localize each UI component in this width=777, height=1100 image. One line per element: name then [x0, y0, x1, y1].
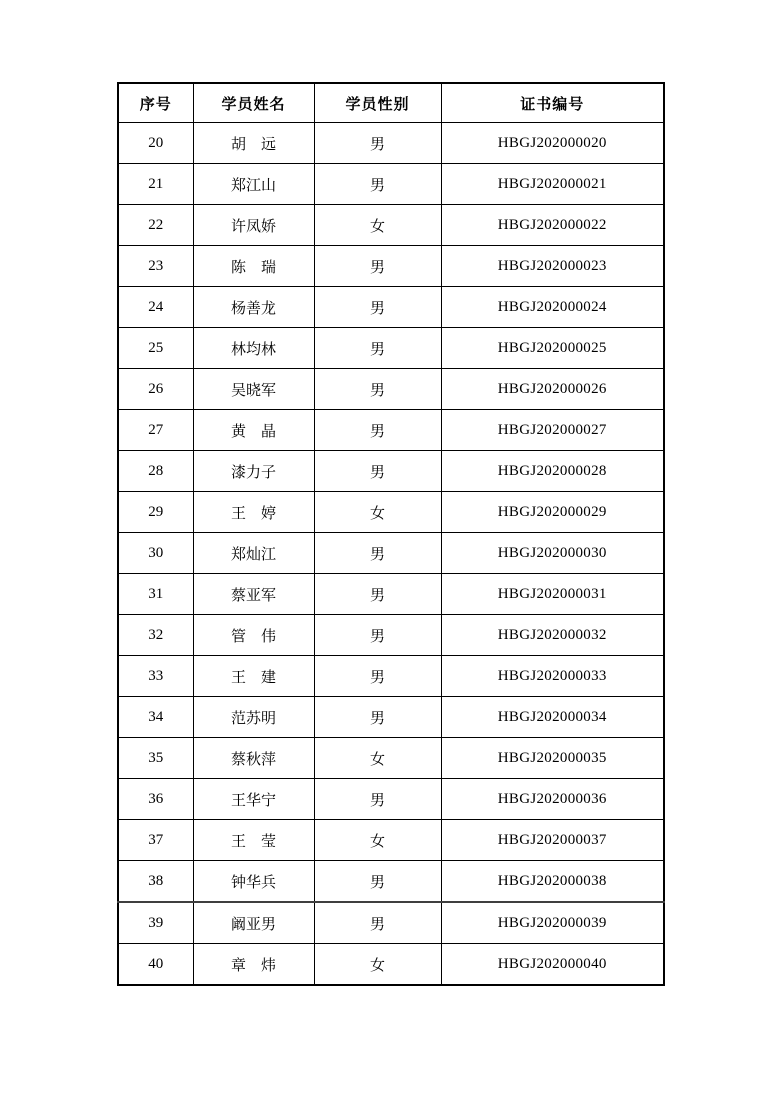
table-row	[118, 697, 664, 738]
cell-index: 27	[118, 410, 193, 451]
table-row	[118, 574, 664, 615]
cell-index: 35	[118, 738, 193, 779]
cell-gender: 男	[314, 533, 441, 574]
cell-name: 许凤娇	[193, 205, 314, 246]
cell-index: 25	[118, 328, 193, 369]
cell-name: 王 莹	[193, 820, 314, 861]
cell-index: 29	[118, 492, 193, 533]
cell-cert: HBGJ202000036	[441, 779, 664, 820]
cell-gender: 男	[314, 246, 441, 287]
cell-name: 钟华兵	[193, 861, 314, 903]
table-row	[118, 944, 664, 986]
cell-gender: 女	[314, 820, 441, 861]
cell-name: 黄 晶	[193, 410, 314, 451]
cell-name: 王 建	[193, 656, 314, 697]
cell-cert: HBGJ202000035	[441, 738, 664, 779]
cell-gender: 男	[314, 656, 441, 697]
cell-gender: 男	[314, 451, 441, 492]
cell-index: 36	[118, 779, 193, 820]
cell-gender: 男	[314, 123, 441, 164]
table-row	[118, 656, 664, 697]
table-row	[118, 615, 664, 656]
cell-index: 38	[118, 861, 193, 903]
cell-name: 蔡亚军	[193, 574, 314, 615]
table-row	[118, 410, 664, 451]
cell-gender: 男	[314, 369, 441, 410]
cell-name: 漆力子	[193, 451, 314, 492]
table-row	[118, 287, 664, 328]
cell-index: 20	[118, 123, 193, 164]
table-row	[118, 902, 664, 944]
cell-name: 杨善龙	[193, 287, 314, 328]
cell-gender: 女	[314, 205, 441, 246]
cell-gender: 男	[314, 410, 441, 451]
student-certificate-table	[117, 82, 665, 986]
cell-gender: 男	[314, 287, 441, 328]
cell-gender: 男	[314, 779, 441, 820]
table-row	[118, 164, 664, 205]
table-row	[118, 492, 664, 533]
table-row	[118, 451, 664, 492]
cell-gender: 女	[314, 492, 441, 533]
header-name: 学员姓名	[193, 83, 314, 123]
cell-gender: 男	[314, 615, 441, 656]
header-row	[118, 83, 664, 123]
table-header	[118, 83, 664, 123]
table-row	[118, 123, 664, 164]
cell-name: 王华宁	[193, 779, 314, 820]
table-row	[118, 779, 664, 820]
cell-cert: HBGJ202000027	[441, 410, 664, 451]
cell-name: 章 炜	[193, 944, 314, 986]
cell-cert: HBGJ202000022	[441, 205, 664, 246]
cell-name: 阚亚男	[193, 902, 314, 944]
cell-index: 28	[118, 451, 193, 492]
table-row	[118, 246, 664, 287]
cell-gender: 男	[314, 902, 441, 944]
cell-cert: HBGJ202000031	[441, 574, 664, 615]
table-row	[118, 369, 664, 410]
cell-name: 郑灿江	[193, 533, 314, 574]
cell-name: 陈 瑞	[193, 246, 314, 287]
cell-cert: HBGJ202000028	[441, 451, 664, 492]
cell-cert: HBGJ202000032	[441, 615, 664, 656]
cell-name: 蔡秋萍	[193, 738, 314, 779]
table-row	[118, 328, 664, 369]
cell-cert: HBGJ202000040	[441, 944, 664, 986]
cell-index: 37	[118, 820, 193, 861]
cell-gender: 女	[314, 738, 441, 779]
table-row	[118, 820, 664, 861]
cell-cert: HBGJ202000033	[441, 656, 664, 697]
cell-index: 21	[118, 164, 193, 205]
cell-gender: 男	[314, 861, 441, 903]
cell-cert: HBGJ202000038	[441, 861, 664, 903]
cell-cert: HBGJ202000023	[441, 246, 664, 287]
cell-index: 30	[118, 533, 193, 574]
cell-cert: HBGJ202000024	[441, 287, 664, 328]
header-gender: 学员性别	[314, 83, 441, 123]
cell-index: 33	[118, 656, 193, 697]
cell-name: 王 婷	[193, 492, 314, 533]
cell-cert: HBGJ202000030	[441, 533, 664, 574]
table-row	[118, 861, 664, 903]
cell-gender: 女	[314, 944, 441, 986]
cell-gender: 男	[314, 574, 441, 615]
cell-index: 34	[118, 697, 193, 738]
cell-index: 39	[118, 902, 193, 944]
cell-index: 31	[118, 574, 193, 615]
cell-name: 管 伟	[193, 615, 314, 656]
cell-index: 32	[118, 615, 193, 656]
cell-name: 郑江山	[193, 164, 314, 205]
cell-name: 范苏明	[193, 697, 314, 738]
cell-cert: HBGJ202000029	[441, 492, 664, 533]
table-row	[118, 205, 664, 246]
cell-cert: HBGJ202000021	[441, 164, 664, 205]
header-cert: 证书编号	[441, 83, 664, 123]
cell-gender: 男	[314, 164, 441, 205]
cell-gender: 男	[314, 328, 441, 369]
table-row	[118, 533, 664, 574]
cell-cert: HBGJ202000025	[441, 328, 664, 369]
table-row	[118, 738, 664, 779]
cell-index: 22	[118, 205, 193, 246]
cell-gender: 男	[314, 697, 441, 738]
cell-cert: HBGJ202000037	[441, 820, 664, 861]
cell-cert: HBGJ202000026	[441, 369, 664, 410]
cell-name: 林均林	[193, 328, 314, 369]
cell-index: 40	[118, 944, 193, 986]
cell-index: 24	[118, 287, 193, 328]
cell-index: 23	[118, 246, 193, 287]
cell-cert: HBGJ202000020	[441, 123, 664, 164]
cell-name: 吴晓军	[193, 369, 314, 410]
cell-name: 胡 远	[193, 123, 314, 164]
cell-cert: HBGJ202000034	[441, 697, 664, 738]
cell-index: 26	[118, 369, 193, 410]
header-index: 序号	[118, 83, 193, 123]
cell-cert: HBGJ202000039	[441, 902, 664, 944]
table-body	[118, 123, 664, 986]
